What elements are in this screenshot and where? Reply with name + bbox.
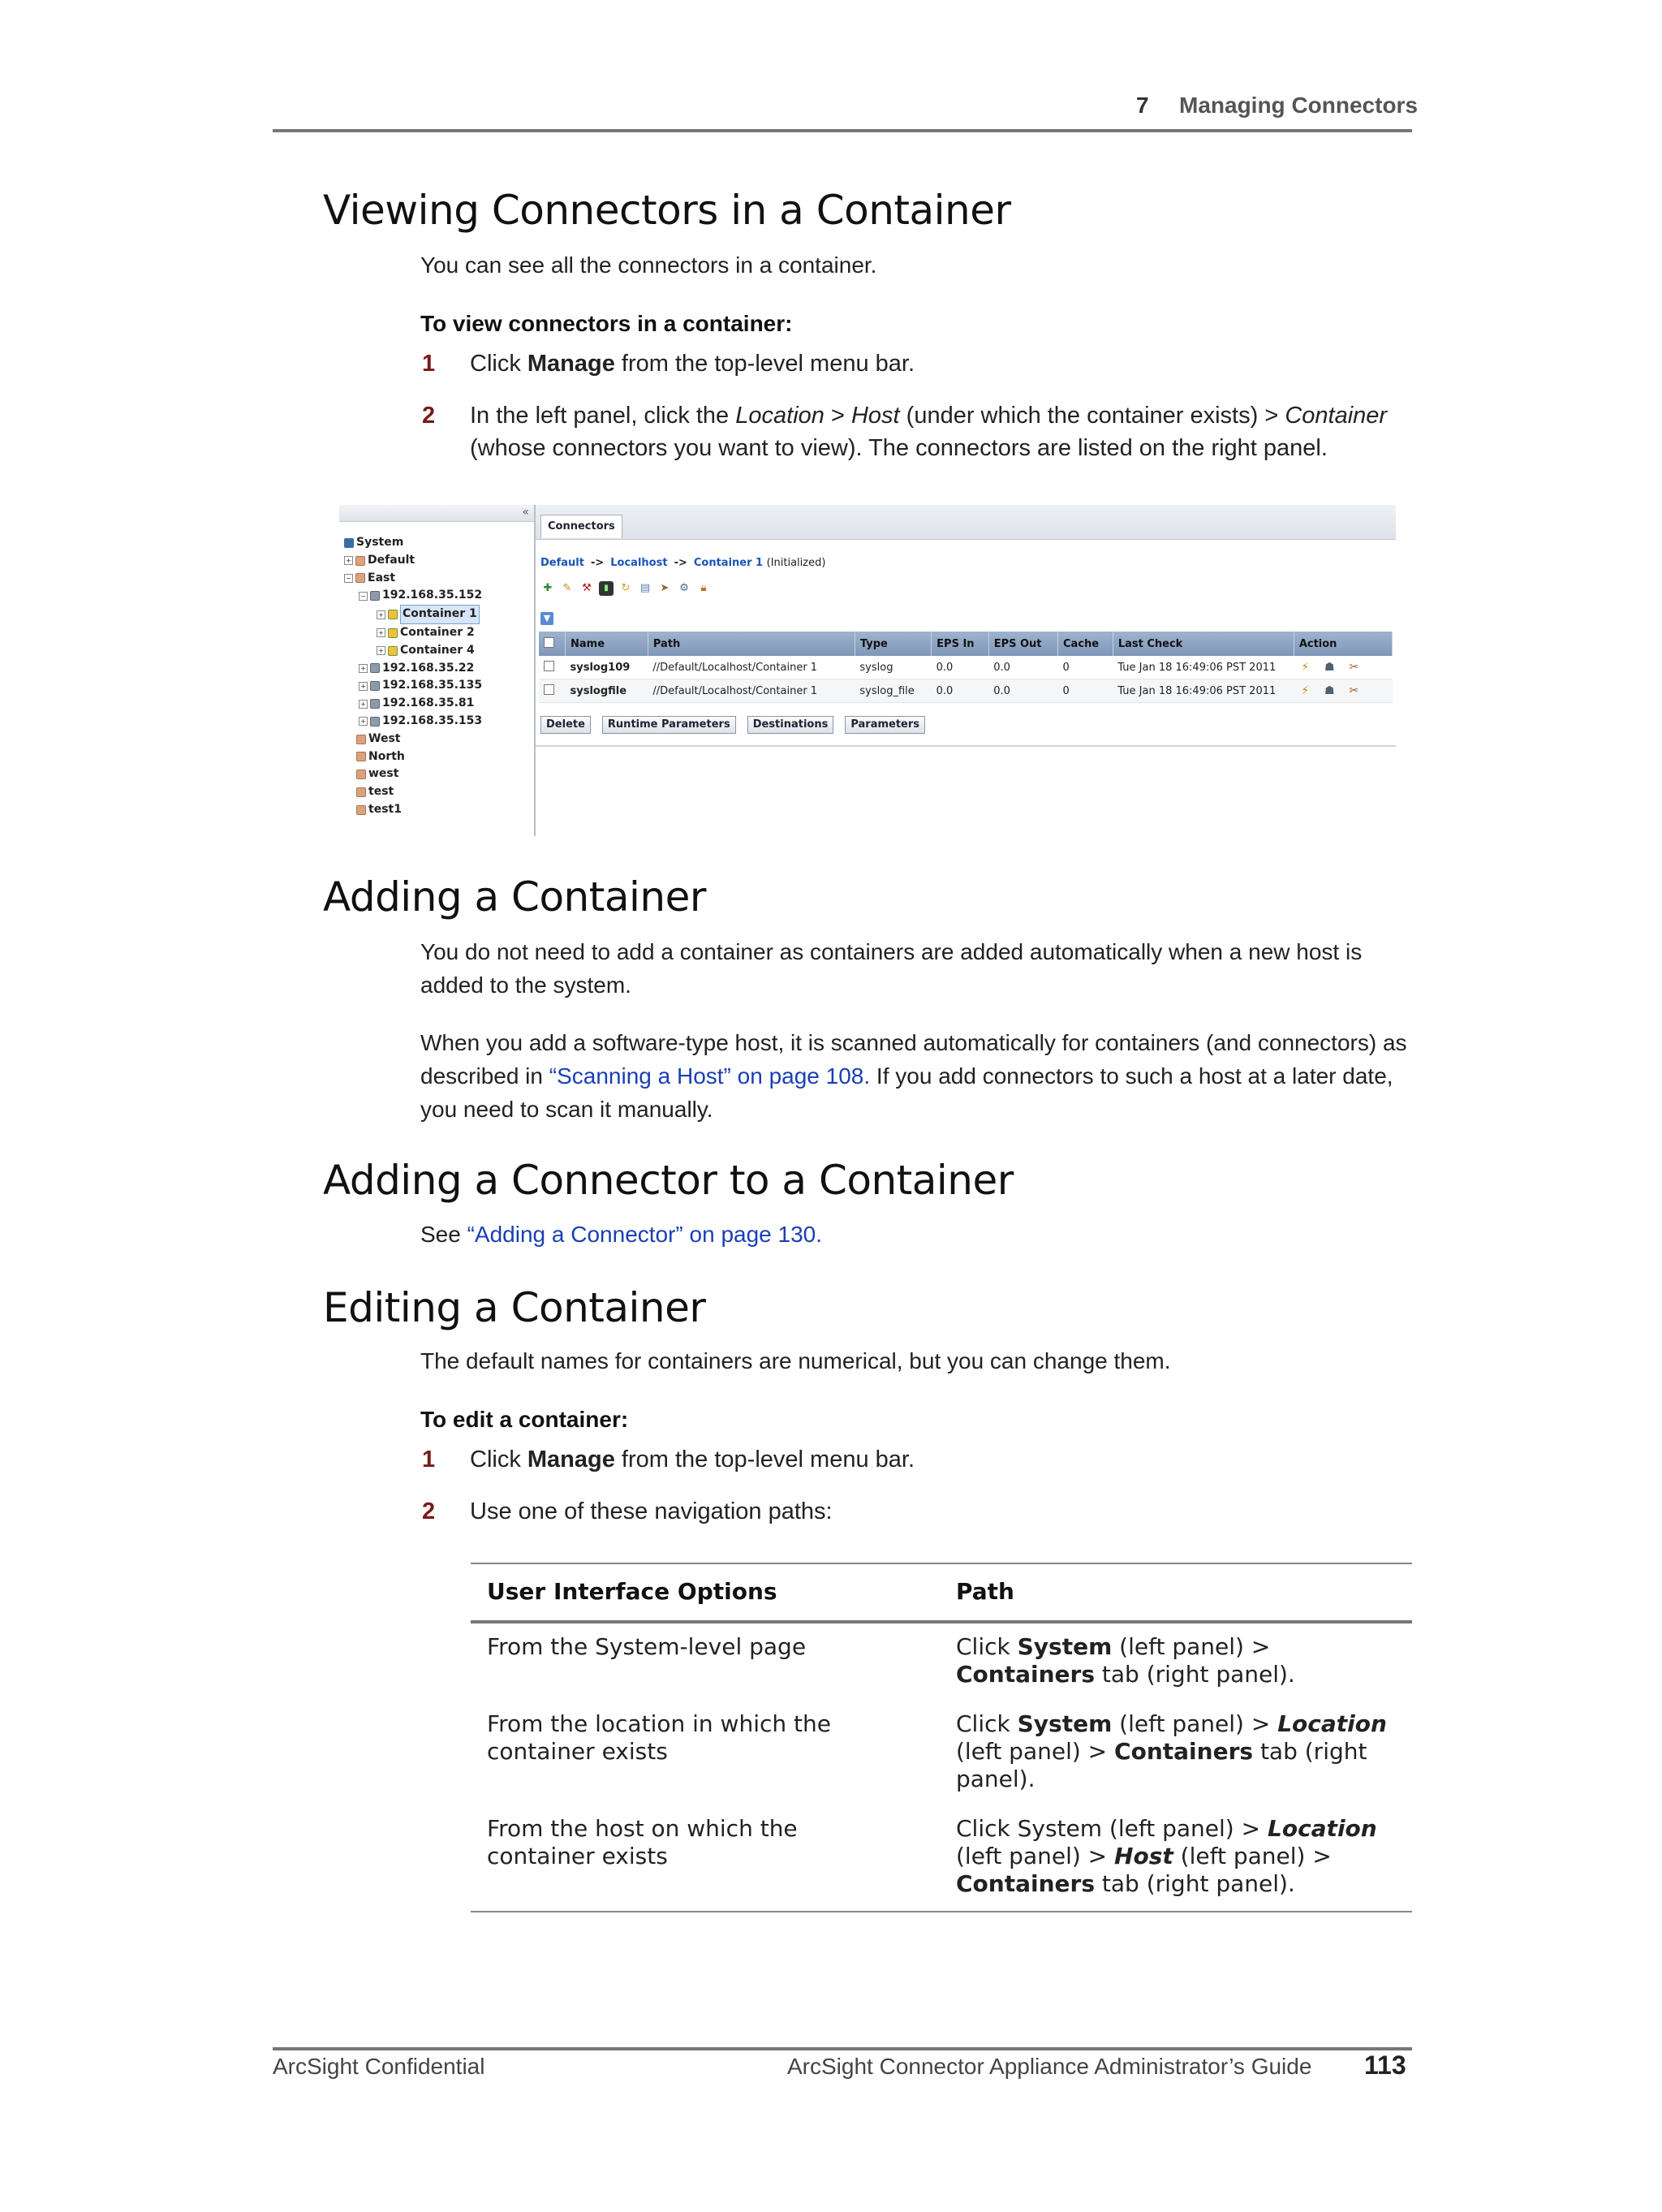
page-number: 113 bbox=[1364, 2050, 1406, 2080]
table-actions bbox=[540, 716, 925, 734]
path-row-3-option: From the host on which the container exists bbox=[487, 1815, 798, 1869]
connectors-panel bbox=[536, 505, 1396, 836]
tree-item-container-4[interactable]: + Container 4 bbox=[344, 642, 482, 660]
column-header[interactable]: Cache bbox=[1058, 632, 1113, 656]
tree-item-north[interactable]: North bbox=[344, 748, 482, 766]
expand-icon[interactable]: + bbox=[344, 556, 353, 565]
tool-icon[interactable]: ⚒ bbox=[582, 582, 592, 594]
tree-item-west[interactable]: West bbox=[344, 731, 482, 748]
container-icon bbox=[388, 628, 398, 638]
location-icon bbox=[355, 556, 365, 566]
connector-toolbar bbox=[540, 581, 711, 596]
tools-icon[interactable]: ✂ bbox=[1349, 684, 1359, 697]
scanning-host-link[interactable]: “Scanning a Host” on page 108. bbox=[549, 1063, 871, 1089]
container-status: (Initialized) bbox=[766, 557, 826, 569]
add-icon[interactable]: ✚ bbox=[543, 582, 553, 594]
cache: 0 bbox=[1058, 656, 1113, 679]
column-header[interactable]: Last Check bbox=[1113, 632, 1294, 656]
manage-menu-ref: Manage bbox=[527, 351, 615, 377]
viewing-step-2-number: 2 bbox=[422, 403, 436, 429]
chapter-number: 7 bbox=[1136, 93, 1149, 118]
tree-item-host-81[interactable]: + 192.168.35.81 bbox=[344, 695, 482, 713]
tree-item-system[interactable]: System bbox=[344, 534, 482, 552]
connector-path: //Default/Localhost/Container 1 bbox=[648, 656, 855, 679]
section-title-adding-container: Adding a Container bbox=[323, 873, 706, 921]
column-header[interactable]: EPS Out bbox=[988, 632, 1057, 656]
expand-icon[interactable]: + bbox=[377, 646, 385, 655]
tools-icon[interactable]: ✂ bbox=[1349, 661, 1359, 674]
host-icon bbox=[370, 699, 380, 709]
eps-out: 0.0 bbox=[988, 679, 1057, 703]
collapse-node-icon[interactable]: − bbox=[359, 592, 368, 601]
system-icon bbox=[344, 538, 354, 548]
users-icon[interactable]: ☗ bbox=[1324, 661, 1335, 674]
row-actions bbox=[1294, 656, 1392, 679]
lightning-icon[interactable]: ⚡ bbox=[1301, 661, 1310, 674]
tree-item-host-135[interactable]: + 192.168.35.135 bbox=[344, 677, 482, 695]
editing-step-2: Use one of these navigation paths: bbox=[470, 1498, 833, 1524]
send-icon[interactable]: ➤ bbox=[660, 582, 670, 594]
row-actions bbox=[1294, 679, 1392, 703]
connector-type: syslog bbox=[855, 656, 931, 679]
settings-icon[interactable]: ⚙ bbox=[679, 582, 689, 594]
parameters-button[interactable]: Parameters bbox=[845, 716, 925, 734]
tree-item-container-2[interactable]: + Container 2 bbox=[344, 624, 482, 642]
location-icon bbox=[356, 735, 366, 744]
column-header[interactable]: Path bbox=[648, 632, 855, 656]
editing-intro: The default names for containers are numerical, but you can change them. bbox=[420, 1348, 1171, 1373]
filter-icon[interactable]: ▼ bbox=[540, 612, 553, 625]
breadcrumb-localhost[interactable]: Localhost bbox=[610, 557, 668, 569]
viewing-step-1-number: 1 bbox=[422, 351, 436, 377]
connector-name[interactable]: syslog109 bbox=[566, 656, 648, 679]
collapse-icon[interactable]: « bbox=[522, 506, 529, 519]
expand-icon[interactable]: + bbox=[359, 664, 368, 673]
eps-out: 0.0 bbox=[988, 656, 1057, 679]
eps-in: 0.0 bbox=[932, 656, 989, 679]
path-row-3-path: Click System (left panel) > Location (left panel) > Host (left panel) > Containers tab (right panel). bbox=[956, 1815, 1377, 1897]
terminal-icon[interactable]: ▮ bbox=[599, 581, 614, 596]
section-title-adding-connector: Adding a Connector to a Container bbox=[323, 1157, 1014, 1204]
delete-button[interactable]: Delete bbox=[540, 716, 591, 734]
adding-container-para-1: You do not need to add a container as containers are added automatically when a new host is added to the system. bbox=[420, 939, 1363, 998]
breadcrumb-container-1[interactable]: Container 1 bbox=[693, 557, 764, 569]
tree-item-host-22[interactable]: + 192.168.35.22 bbox=[344, 660, 482, 678]
document-icon[interactable]: ▤ bbox=[639, 582, 651, 594]
location-icon bbox=[356, 770, 366, 779]
tree-panel-header bbox=[339, 505, 534, 522]
expand-icon[interactable]: + bbox=[359, 700, 368, 709]
location-icon bbox=[356, 787, 366, 797]
host-icon bbox=[370, 663, 380, 673]
host-icon bbox=[370, 681, 380, 691]
last-check: Tue Jan 18 16:49:06 PST 2011 bbox=[1113, 679, 1294, 703]
tree-item-east[interactable]: − East bbox=[344, 570, 482, 588]
path-row-2-option: From the location in which the container exists bbox=[487, 1710, 831, 1765]
expand-icon[interactable]: + bbox=[359, 717, 368, 726]
eps-in: 0.0 bbox=[932, 679, 989, 703]
path-table-header-path: Path bbox=[956, 1578, 1014, 1605]
last-check: Tue Jan 18 16:49:06 PST 2011 bbox=[1113, 656, 1294, 679]
connectors-table bbox=[539, 632, 1393, 703]
tree-item-west-lower[interactable]: west bbox=[344, 765, 482, 783]
tree-panel bbox=[339, 505, 536, 836]
collapse-node-icon[interactable]: − bbox=[344, 574, 353, 583]
column-header[interactable]: Type bbox=[855, 632, 931, 656]
cache: 0 bbox=[1058, 679, 1113, 703]
tab-bar bbox=[536, 505, 1396, 540]
tab-connectors[interactable]: Connectors bbox=[540, 515, 622, 538]
adding-container-para-2: When you add a software-type host, it is scanned automatically for containers (and connectors) as described in “Scanning a Host” on page 108. If you add connectors to such a host at a later date, you need to scan it manually. bbox=[420, 1030, 1407, 1122]
breadcrumb-default[interactable]: Default bbox=[540, 557, 584, 569]
expand-icon[interactable]: + bbox=[359, 682, 368, 691]
panel-divider bbox=[536, 745, 1396, 747]
lock-icon[interactable]: 🔒︎ bbox=[700, 582, 707, 594]
editing-step-1: Click Manage from the top-level menu bar. bbox=[470, 1447, 915, 1473]
location-icon bbox=[356, 752, 366, 761]
row-checkbox[interactable] bbox=[539, 656, 566, 679]
tree-item-host-153[interactable]: + 192.168.35.153 bbox=[344, 713, 482, 731]
connector-type: syslog_file bbox=[855, 679, 931, 703]
lightning-icon[interactable]: ⚡ bbox=[1301, 684, 1310, 697]
row-checkbox[interactable] bbox=[539, 679, 566, 703]
footer-confidential: ArcSight Confidential bbox=[273, 2054, 485, 2079]
path-row-1-path: Click System (left panel) > Containers tab (right panel). bbox=[956, 1633, 1295, 1688]
navigation-tree bbox=[344, 534, 482, 819]
column-header[interactable]: Action bbox=[1294, 632, 1392, 656]
editing-step-2-number: 2 bbox=[422, 1498, 436, 1524]
connectors-screenshot bbox=[339, 505, 1396, 836]
section-title-viewing: Viewing Connectors in a Container bbox=[323, 187, 1011, 234]
location-icon bbox=[355, 573, 365, 583]
breadcrumb: Default -> Localhost -> Container 1 (Initialized) bbox=[540, 557, 826, 569]
path-table-header-options: User Interface Options bbox=[487, 1578, 777, 1605]
editing-step-1-number: 1 bbox=[422, 1447, 436, 1473]
expand-icon[interactable]: + bbox=[377, 610, 385, 619]
runtime-parameters-button[interactable]: Runtime Parameters bbox=[602, 716, 736, 734]
host-icon bbox=[370, 717, 380, 727]
users-icon[interactable]: ☗ bbox=[1324, 684, 1335, 697]
table-row[interactable] bbox=[539, 656, 1393, 679]
path-row-2-path: Click System (left panel) > Location (left panel) > Containers tab (right panel). bbox=[956, 1710, 1387, 1792]
path-row-1-option: From the System-level page bbox=[487, 1633, 807, 1660]
tree-item-host-152[interactable]: − 192.168.35.152 bbox=[344, 587, 482, 605]
table-row[interactable] bbox=[539, 679, 1393, 703]
viewing-intro: You can see all the connectors in a container. bbox=[420, 252, 877, 278]
path-table-bottom-rule bbox=[471, 1911, 1412, 1912]
edit-icon[interactable]: ✎ bbox=[562, 582, 572, 594]
viewing-step-1: Click Manage from the top-level menu bar. bbox=[470, 351, 915, 377]
tree-item-container-1[interactable]: + Container 1 bbox=[344, 605, 482, 624]
container-icon bbox=[388, 646, 398, 656]
host-icon bbox=[370, 591, 380, 601]
select-all-checkbox[interactable] bbox=[539, 632, 566, 656]
header-rule bbox=[273, 129, 1412, 132]
connector-name[interactable]: syslogfile bbox=[566, 679, 648, 703]
tree-item-test1[interactable]: test1 bbox=[344, 801, 482, 819]
container-icon bbox=[388, 610, 398, 619]
column-header[interactable]: EPS In bbox=[932, 632, 989, 656]
table-header-row bbox=[539, 632, 1393, 656]
destinations-button[interactable]: Destinations bbox=[747, 716, 834, 734]
viewing-step-2: In the left panel, click the Location > Host (under which the container exists) > Container (whose connectors you want to view). The connectors are listed on the right panel. bbox=[470, 403, 1388, 461]
footer-rule bbox=[273, 2047, 1412, 2050]
adding-connector-link[interactable]: “Adding a Connector” on page 130. bbox=[467, 1222, 823, 1247]
section-title-editing: Editing a Container bbox=[323, 1284, 706, 1331]
refresh-icon[interactable]: ↻ bbox=[621, 582, 631, 594]
adding-connector-see: See “Adding a Connector” on page 130. bbox=[420, 1222, 823, 1247]
column-header[interactable]: Name bbox=[566, 632, 648, 656]
path-table-header-rule bbox=[471, 1620, 1412, 1623]
tree-item-test[interactable]: test bbox=[344, 783, 482, 801]
connector-path: //Default/Localhost/Container 1 bbox=[648, 679, 855, 703]
path-table-top-rule bbox=[471, 1563, 1412, 1564]
editing-procedure-title: To edit a container: bbox=[420, 1407, 629, 1432]
location-icon bbox=[356, 805, 366, 815]
tree-item-default[interactable]: + Default bbox=[344, 552, 482, 570]
expand-icon[interactable]: + bbox=[377, 628, 385, 637]
viewing-procedure-title: To view connectors in a container: bbox=[420, 311, 793, 336]
footer-guide-title: ArcSight Connector Appliance Administrator’s Guide bbox=[787, 2054, 1312, 2079]
chapter-title: Managing Connectors bbox=[1179, 93, 1419, 118]
